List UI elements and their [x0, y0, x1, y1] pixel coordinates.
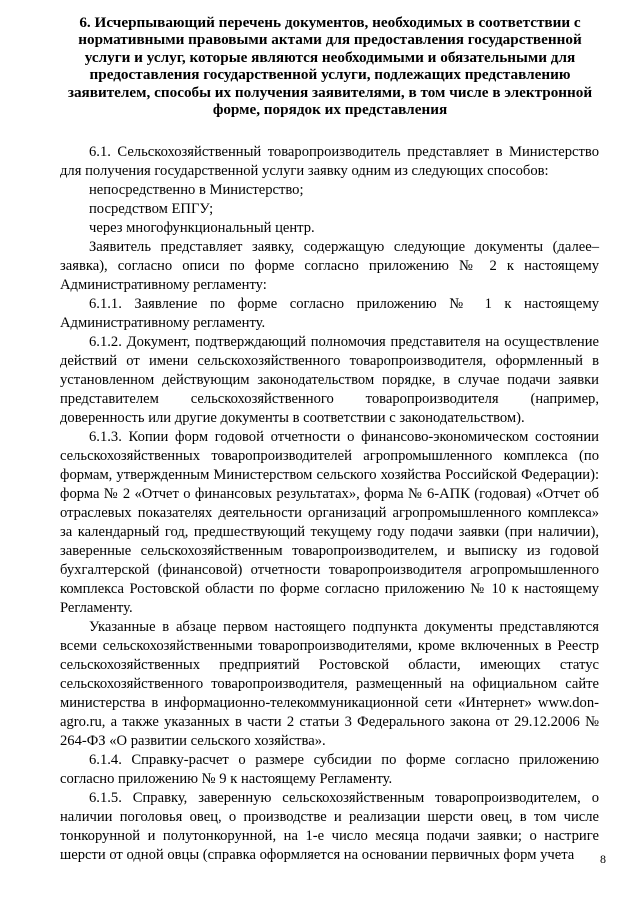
paragraph-6-1-2: 6.1.2. Документ, подтверждающий полномочия представителя на осуществление действий от имени сельскохозяйственного товаропроизводителя, оформленный в установленном действующим законодательством порядке, в случае подачи заявки представителем сельскохозяйственного товаропроизводителя (например, доверенность или другие документы в соответствии с законодательством). — [60, 334, 599, 426]
paragraph-6-1-1: 6.1.1. Заявление по форме согласно приложению № 1 к настоящему Административному регламенту. — [60, 296, 599, 331]
document-body — [60, 143, 599, 865]
paragraph-application-contents: Заявитель представляет заявку, содержащую следующие документы (далее– заявка), согласно описи по форме согласно приложению № 2 к настоящему Административному регламенту: — [60, 239, 599, 293]
method-item-ministry: непосредственно в Министерство; — [89, 182, 304, 198]
paragraph-6-1-5: 6.1.5. Справку, заверенную сельскохозяйственным товаропроизводителем, о наличии поголовья овец, о производстве и реализации шерсти овец, в том числе тонкорунной и полутонкорунной, на 1-е число месяца подачи заявки; о настриге шерсти от одной овцы (справка оформляется на основании первичных форм учета — [60, 790, 599, 863]
method-item-mfc: через многофункциональный центр. — [89, 220, 315, 236]
page-number: 8 — [600, 852, 606, 866]
section-heading: 6. Исчерпывающий перечень документов, необходимых в соответствии с нормативными правовыми актами для предоставления государственной услуги и услуг, которые являются необходимыми и обязательными для предоставления государственной услуги, подлежащих представлению заявителем, способы их получения заявителями, в том числе в электронной форме, порядок их представления — [67, 14, 593, 119]
paragraph-6-1-4: 6.1.4. Справку-расчет о размере субсидии по форме согласно приложению согласно приложению № 9 к настоящему Регламенту. — [60, 752, 599, 787]
paragraph-6-1: 6.1. Сельскохозяйственный товаропроизводитель представляет в Министерство для получения государственной услуги заявку одним из следующих способов: — [60, 144, 599, 179]
paragraph-specified-documents: Указанные в абзаце первом настоящего подпункта документы представляются всеми сельскохозяйственными товаропроизводителями, кроме включенных в Реестр сельскохозяйственных предприятий Ростовской области, имеющих статус сельскохозяйственного товаропроизводителя, размещенный на официальном сайте министерства в информационно-телекоммуникационной сети «Интернет» www.don-agro.ru, а также указанных в части 2 статьи 3 Федерального закона от 29.12.2006 № 264-ФЗ «О развитии сельского хозяйства». — [60, 619, 599, 749]
paragraph-6-1-3: 6.1.3. Копии форм годовой отчетности о финансово-экономическом состоянии сельскохозяйственных товаропроизводителей агропромышленного комплекса (по формам, утвержденным Министерством сельского хозяйства Российской Федерации): форма № 2 «Отчет о финансовых результатах», форма № 6-АПК (годовая) «Отчет об отраслевых показателях деятельности организаций агропромышленного комплекса» за календарный год, предшествующий текущему году подачи заявки (при наличии), заверенные сельскохозяйственным товаропроизводителем, и выписку из годовой бухгалтерской (финансовой) отчетности товаропроизводителя агропромышленного комплекса Ростовской области по форме согласно приложению № 10 к настоящему Регламенту. — [60, 429, 599, 616]
method-item-epgu: посредством ЕПГУ; — [89, 201, 214, 217]
